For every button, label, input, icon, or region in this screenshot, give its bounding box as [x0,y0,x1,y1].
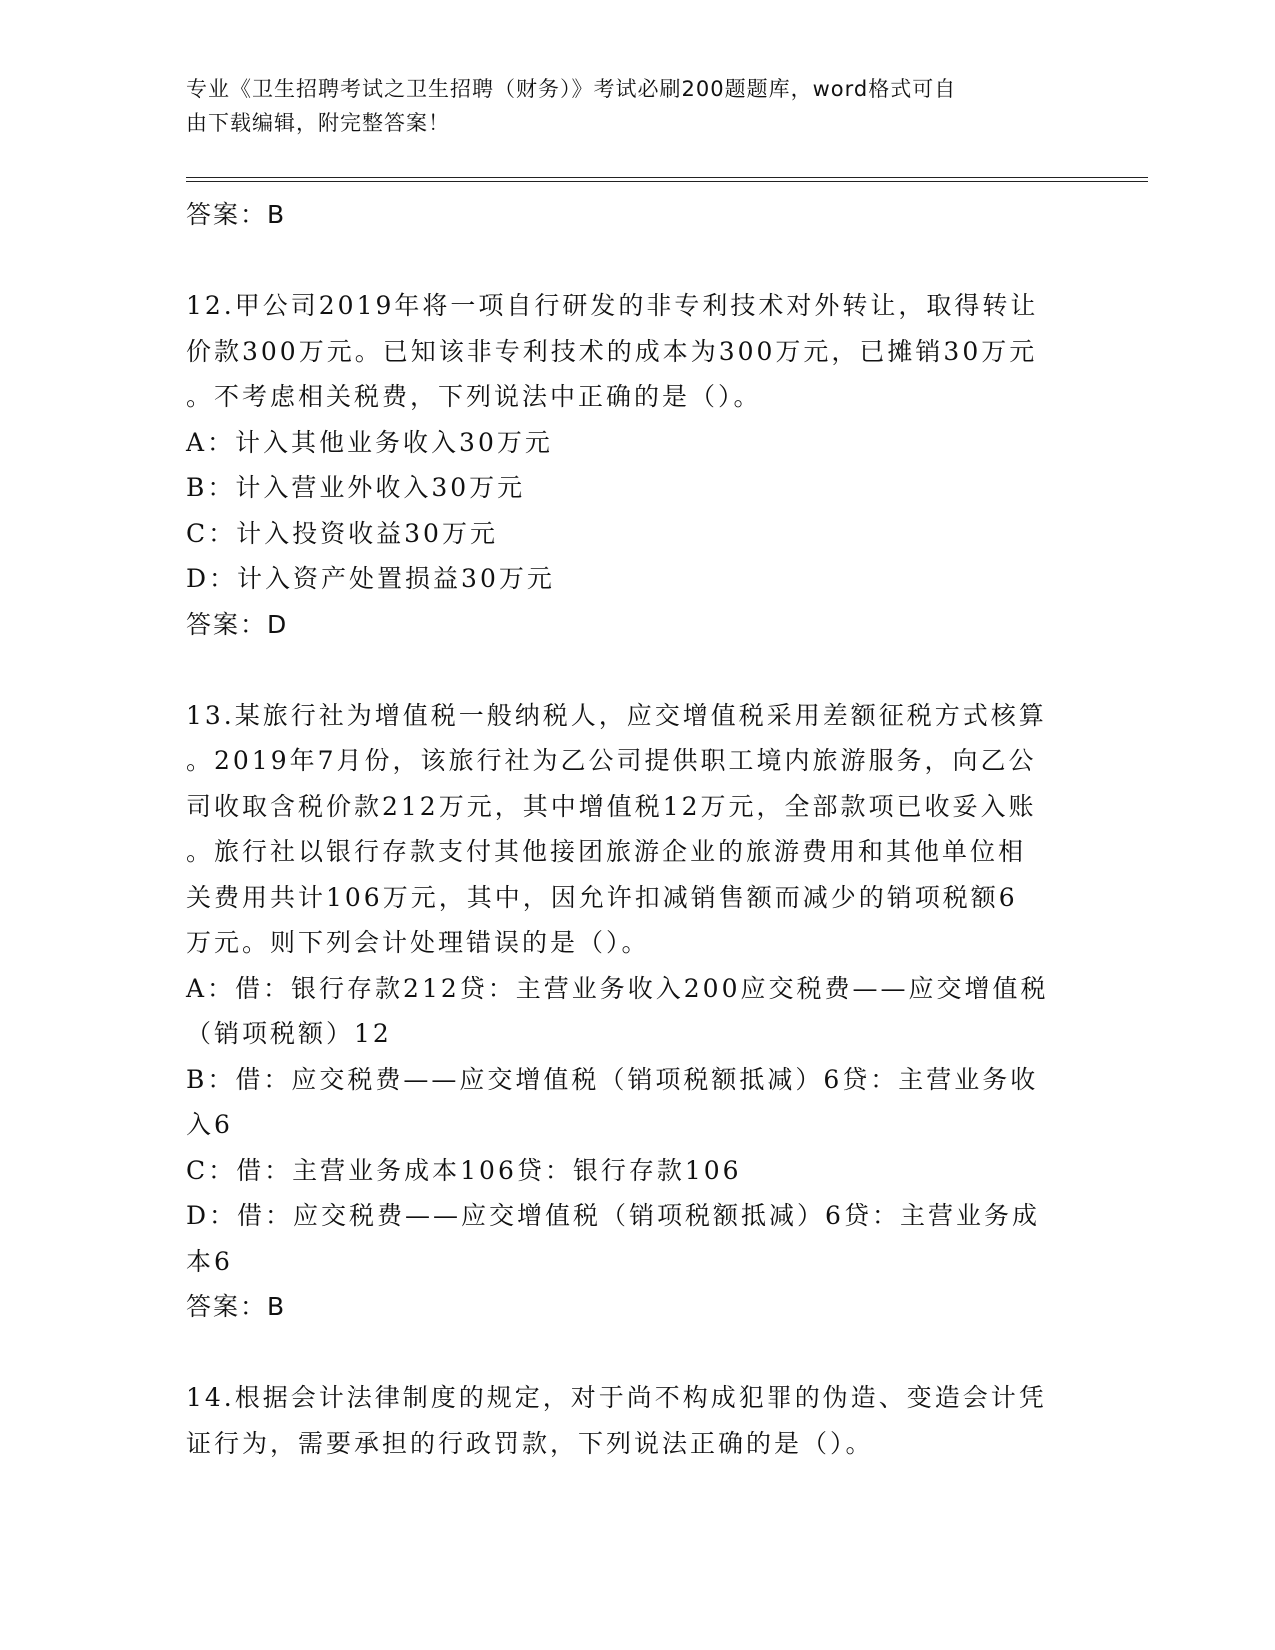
question-13-stem-line-5: 关费用共计106万元，其中，因允许扣减销售额而减少的销项税额6 [186,882,1018,912]
question-13-stem-line-3: 司收取含税价款212万元，其中增值税12万元，全部款项已收妥入账 [186,791,1037,821]
question-14 [186,1375,1066,1466]
question-13-option-a-line-2: （销项税额）12 [186,1019,392,1048]
question-13-stem-line-4: 。旅行社以银行存款支付其他接团旅游企业的旅游费用和其他单位相 [186,837,1027,866]
question-12-stem-line-2: 价款300万元。已知该非专利技术的成本为300万元，已摊销30万元 [186,336,1038,366]
answer-13: 答案：B [186,1292,287,1321]
header-line-1: 专业《卫生招聘考试之卫生招聘（财务）》考试必刷200题题库，word格式可自 [186,77,957,101]
spacer [186,1330,1066,1376]
answer-11: 答案：B [186,200,287,229]
question-13-stem-line-6: 万元。则下列会计处理错误的是（）。 [186,928,650,957]
question-13-option-b-line-2: 入6 [186,1110,233,1139]
question-12 [186,283,1066,647]
question-13-stem-line-1: 13.某旅行社为增值税一般纳税人，应交增值税采用差额征税方式核算 [186,700,1047,730]
question-13-stem-line-2: 。2019年7月份，该旅行社为乙公司提供职工境内旅游服务，向乙公 [186,746,1037,775]
document-body [186,192,1066,1466]
answer-12: 答案：D [186,609,289,639]
question-12-option-c: C：计入投资收益30万元 [186,518,498,548]
page-header [186,72,1066,140]
spacer [186,238,1066,284]
question-13-option-d-line-2: 本6 [186,1246,233,1276]
question-13-option-b-line-1: B：借：应交税费——应交增值税（销项税额抵减）6贷：主营业务收 [186,1064,1039,1094]
spacer [186,647,1066,693]
question-14-stem-line-1: 14.根据会计法律制度的规定，对于尚不构成犯罪的伪造、变造会计凭 [186,1383,1047,1412]
header-line-2: 由下载编辑，附完整答案！ [186,111,450,135]
question-13-option-a-line-1: A：借：银行存款212贷：主营业务收入200应交税费——应交增值税 [186,973,1049,1003]
question-12-stem-line-1: 12.甲公司2019年将一项自行研发的非专利技术对外转让，取得转让 [186,291,1039,320]
question-13-option-c: C：借：主营业务成本106贷：银行存款106 [186,1155,742,1185]
question-12-option-b: B：计入营业外收入30万元 [186,473,526,502]
question-13 [186,693,1066,1330]
header-double-rule [186,177,1148,182]
question-12-option-a: A：计入其他业务收入30万元 [186,427,553,457]
question-14-stem-line-2: 证行为，需要承担的行政罚款，下列说法正确的是（）。 [186,1428,874,1458]
question-13-option-d-line-1: D：借：应交税费——应交增值税（销项税额抵减）6贷：主营业务成 [186,1201,1040,1230]
question-12-stem-line-3: 。不考虑相关税费，下列说法中正确的是（）。 [186,382,762,411]
question-12-option-d: D：计入资产处置损益30万元 [186,564,555,593]
